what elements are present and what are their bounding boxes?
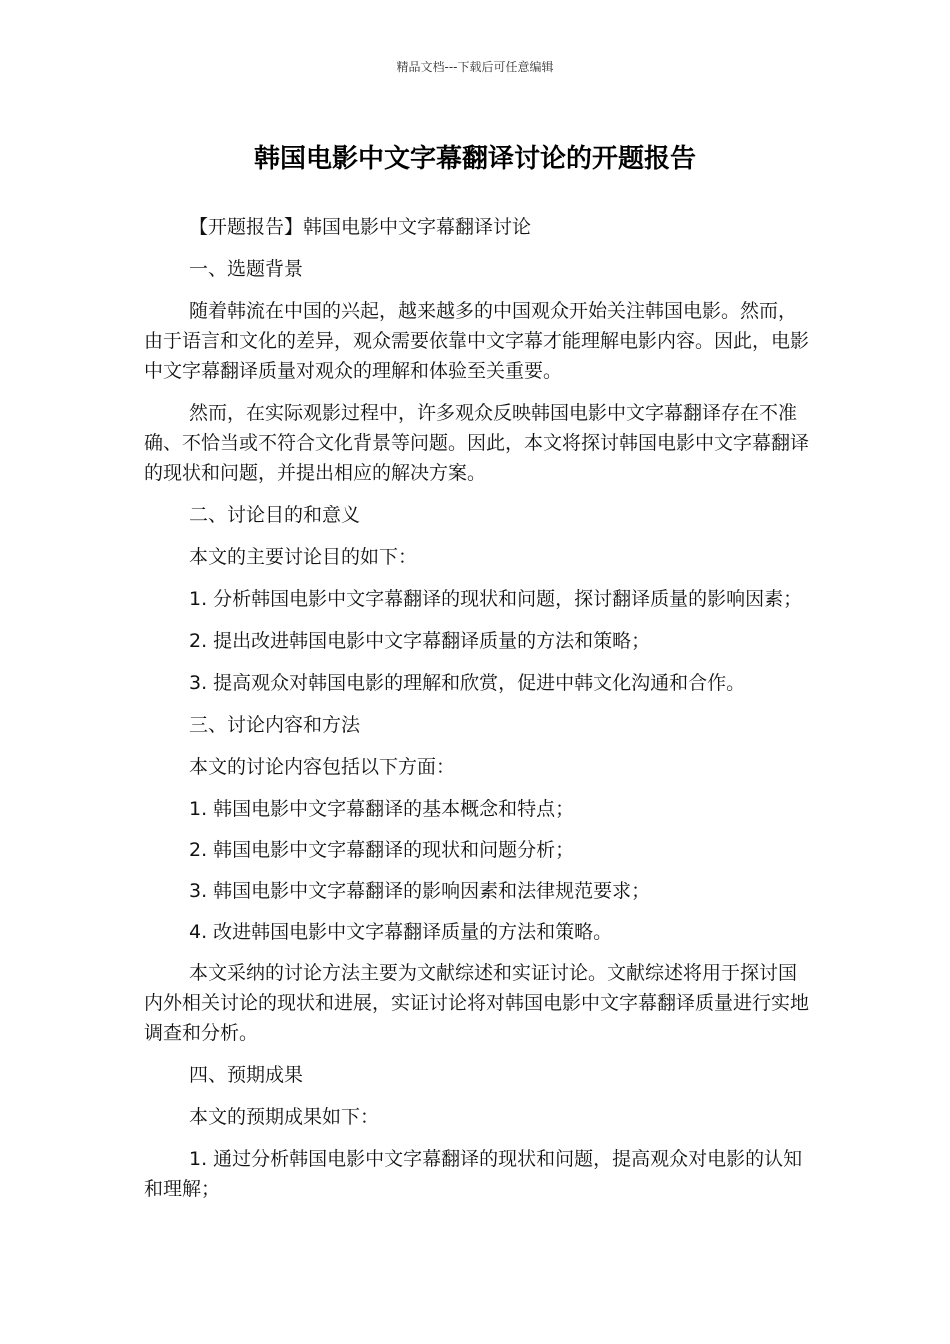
list-item: 3. 韩国电影中文字幕翻译的影响因素和法律规范要求； — [189, 880, 651, 902]
section-heading: 三、讨论内容和方法 — [189, 714, 361, 736]
paragraph: 随着韩流在中国的兴起，越来越多的中国观众开始关注韩国电影。然而，由于语言和文化的差异，观众需要依靠中文字幕才能理解电影内容。因此，电影中文字幕翻译质量对观众的理解和体验至关重要。 — [144, 300, 810, 382]
paragraph: 然而，在实际观影过程中，许多观众反映韩国电影中文字幕翻译存在不准确、不恰当或不符合文化背景等问题。因此，本文将探讨韩国电影中文字幕翻译的现状和问题，并提出相应的解决方案。 — [144, 402, 810, 484]
list-item: 2. 提出改进韩国电影中文字幕翻译质量的方法和策略； — [189, 630, 651, 652]
list-item: 1. 分析韩国电影中文字幕翻译的现状和问题，探讨翻译质量的影响因素； — [189, 588, 803, 610]
section-heading: 四、预期成果 — [189, 1064, 304, 1086]
document-body — [144, 212, 809, 1216]
list-item: 4. 改进韩国电影中文字幕翻译质量的方法和策略。 — [189, 921, 613, 943]
paragraph: 本文的主要讨论目的如下： — [189, 546, 418, 568]
section-heading: 二、讨论目的和意义 — [189, 504, 361, 526]
list-item: 2. 韩国电影中文字幕翻译的现状和问题分析； — [189, 839, 575, 861]
paragraph: 本文的预期成果如下： — [189, 1106, 380, 1128]
document-title: 韩国电影中文字幕翻译讨论的开题报告 — [253, 144, 696, 174]
list-item: 1. 韩国电影中文字幕翻译的基本概念和特点； — [189, 798, 575, 820]
paragraph: 本文的讨论内容包括以下方面： — [189, 756, 456, 778]
page-header: 精品文档---下载后可任意编辑 — [396, 60, 554, 74]
section-heading: 一、选题背景 — [189, 258, 304, 280]
paragraph: 本文采纳的讨论方法主要为文献综述和实证讨论。文献综述将用于探讨国内外相关讨论的现状和进展，实证讨论将对韩国电影中文字幕翻译质量进行实地调查和分析。 — [144, 962, 810, 1044]
list-item: 3. 提高观众对韩国电影的理解和欣赏，促进中韩文化沟通和合作。 — [189, 672, 746, 694]
paragraph-intro: 【开题报告】韩国电影中文字幕翻译讨论 — [189, 216, 532, 238]
list-item: 1. 通过分析韩国电影中文字幕翻译的现状和问题，提高观众对电影的认知和理解； — [144, 1148, 803, 1200]
